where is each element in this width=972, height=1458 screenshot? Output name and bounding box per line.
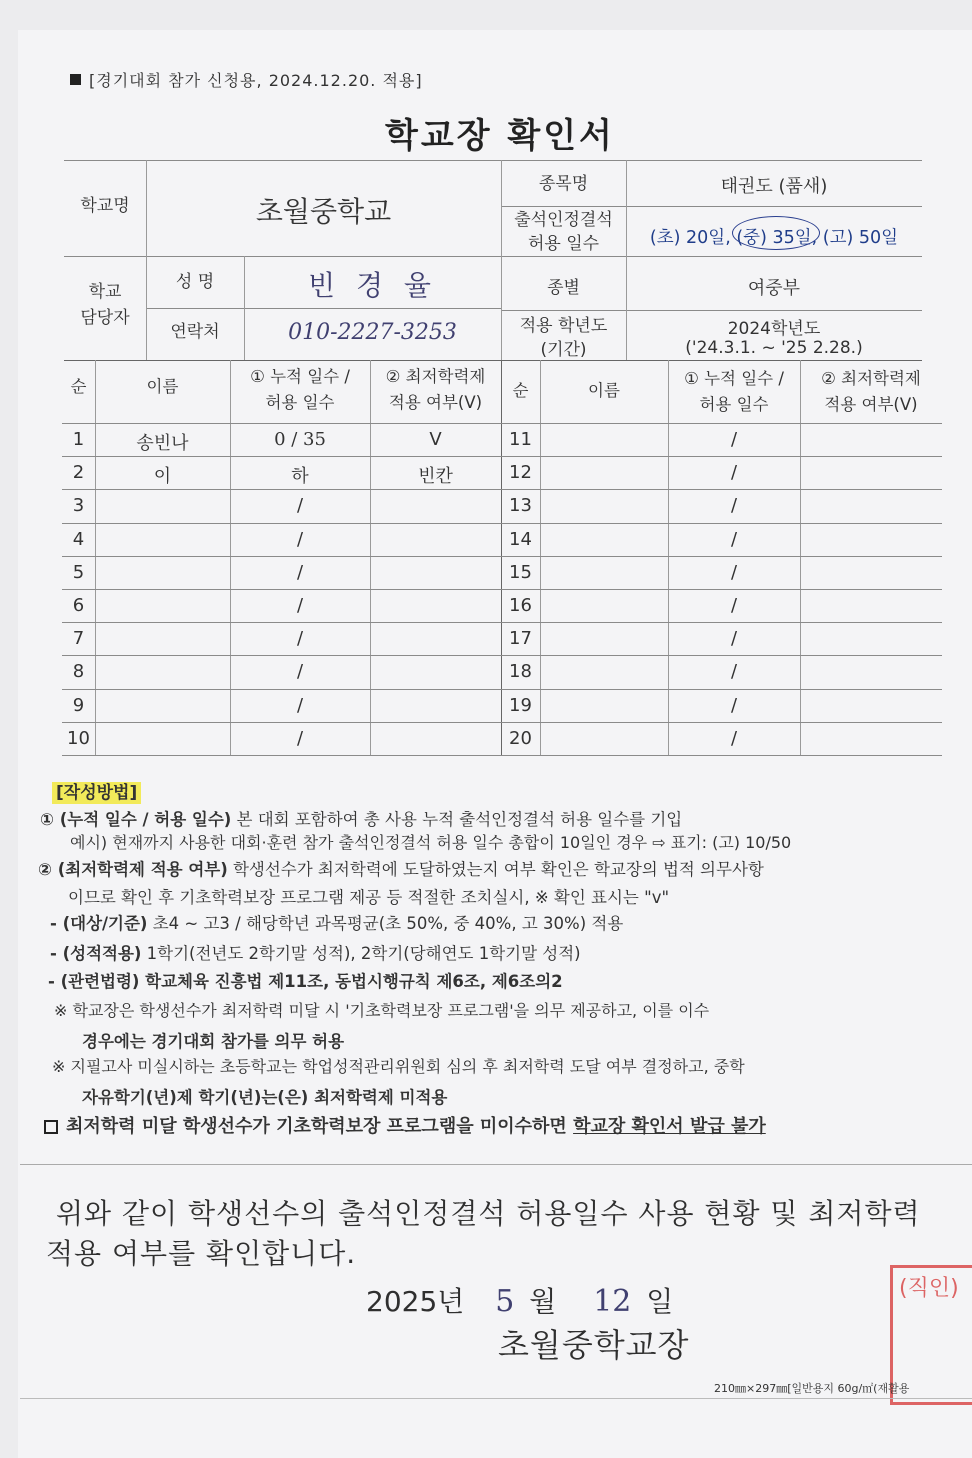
confirmation-statement-2: 적용 여부를 확인합니다.: [46, 1237, 357, 1270]
manager-label-1: 학교: [88, 282, 122, 302]
col-header-days-right-2: 허용 일수: [699, 395, 769, 414]
row-divider: [62, 755, 942, 756]
row-number: 15: [509, 561, 532, 583]
row-divider: [62, 589, 942, 590]
days-used: /: [730, 561, 738, 583]
division-value: 여중부: [747, 278, 801, 299]
days-used: /: [296, 495, 304, 517]
instruction-line-10: ※ 지필고사 미실시하는 초등학교는 학업성적관리위원회 심의 후 최저학력 도달 여부 결정하고, 중학: [52, 1057, 745, 1076]
athlete-roster-table: [62, 360, 942, 755]
days-used: /: [730, 462, 738, 484]
form-usage-note: [경기대회 참가 신청용, 2024.12.20. 적용]: [70, 68, 423, 91]
col-header-check-1: ② 최저학력제: [385, 367, 486, 386]
days-used: /: [296, 595, 304, 616]
instruction-line-1: ① (누적 일수 / 허용 일수) 본 대회 포함하여 총 사용 누적 출석인정결석 허용 일수를 기입: [40, 810, 683, 829]
document-title: 학교장 확인서: [385, 116, 615, 156]
col-header-check-right-1: ② 최저학력제: [821, 369, 921, 388]
instruction-line-11: 자유학기(년)제 학기(년)는(은) 최저학력제 미적용: [82, 1088, 448, 1107]
contact-label: 연락처: [170, 322, 220, 342]
row-divider: [62, 489, 942, 490]
min-academic-check: V: [429, 429, 442, 450]
row-divider: [62, 689, 942, 690]
manager-name-value: 빈 경 율: [308, 269, 437, 302]
col-header-days-1: ① 누적 일수 /: [250, 367, 350, 386]
school-year-value-1: 2024학년도: [727, 319, 821, 339]
row-number: 16: [509, 595, 532, 616]
row-number: 3: [72, 495, 85, 517]
instruction-line-3: ② (최저학력제 적용 여부) 학생선수가 최저학력에 도달하였는지 여부 확인은 학교장의 법적 의무사항: [38, 860, 764, 879]
row-divider: [62, 456, 942, 457]
row-number: 4: [72, 528, 85, 550]
days-used: /: [730, 694, 738, 716]
row-divider: [62, 722, 942, 723]
allowed-days-label-2: 허용 일수: [527, 234, 600, 254]
school-info-table: [64, 160, 922, 360]
instruction-line-2: 예시) 현재까지 사용한 대회·훈련 참가 출석인정결석 허용 일수 총합이 10일인 경우 ⇨ 표기: (고) 10/50: [70, 833, 792, 852]
days-used: 0 / 35: [274, 429, 326, 450]
row-number: 17: [509, 628, 532, 650]
row-divider: [62, 556, 942, 557]
days-used: 하: [291, 466, 309, 488]
row-divider: [62, 523, 942, 524]
col-header-no: 순: [70, 377, 87, 396]
row-number: 1: [72, 429, 85, 450]
days-used: /: [730, 595, 738, 616]
confirmation-statement-1: 위와 같이 학생선수의 출석인정결석 허용일수 사용 현황 및 최저학력: [56, 1197, 921, 1230]
issue-date: 2025년 5 월 12 일: [366, 1284, 674, 1319]
row-number: 5: [72, 561, 85, 583]
row-number: 19: [509, 694, 532, 716]
col-header-name: 이름: [146, 377, 179, 396]
allowed-days-label-1: 출석인정결석: [514, 210, 613, 230]
days-used: /: [296, 528, 304, 550]
days-used: /: [730, 628, 738, 650]
school-name-label: 학교명: [80, 196, 130, 216]
checkbox-icon: [44, 1120, 58, 1134]
days-used: /: [296, 661, 304, 683]
instruction-line-7: - (관련법령) 학교체육 진흥법 제11조, 동법시행규칙 제6조, 제6조의2: [48, 972, 563, 991]
days-used: /: [730, 495, 738, 517]
days-used: /: [296, 628, 304, 650]
instruction-line-9: 경우에는 경기대회 참가를 의무 허용: [82, 1032, 345, 1051]
col-header-days-2: 허용 일수: [265, 393, 335, 412]
row-divider: [62, 655, 942, 656]
min-academic-check: 빈칸: [418, 466, 453, 488]
athlete-name: 이: [153, 466, 172, 488]
instruction-line-6: - (성적적용) 1학기(전년도 2학기말 성적), 2학기(당해연도 1학기말 성적): [50, 944, 581, 963]
contact-value: 010-2227-3253: [288, 320, 457, 345]
instructions-heading: [작성방법]: [52, 778, 141, 803]
division-label: 종별: [547, 278, 580, 298]
col-header-days-right-1: ① 누적 일수 /: [684, 369, 784, 388]
instruction-line-12: 최저학력 미달 학생선수가 기초학력보장 프로그램을 미이수하면 학교장 확인서 발급 불가: [44, 1112, 766, 1138]
instruction-line-8: ※ 학교장은 학생선수가 최저학력 미달 시 '기초학력보장 프로그램'을 의무 제공하고, 이를 이수: [54, 1001, 710, 1020]
square-bullet-icon: [70, 74, 81, 85]
school-year-label-2: (기간): [540, 340, 587, 360]
row-divider: [62, 622, 942, 623]
row-number: 14: [509, 528, 532, 550]
row-number: 18: [509, 661, 532, 683]
paper-spec: 210㎜×297㎜[일반용지 60g/㎡(재활용: [714, 1382, 910, 1395]
col-header-no-right: 순: [512, 381, 529, 400]
col-header-name-right: 이름: [588, 381, 620, 400]
days-used: /: [296, 727, 304, 749]
row-number: 13: [509, 495, 532, 517]
athlete-name: 송빈나: [136, 433, 189, 454]
allowed-days-value: (초) 20일, (중) 35일, (고) 50일: [649, 228, 899, 248]
instruction-line-5: - (대상/기준) 초4 ~ 고3 / 해당학년 과목평균(초 50%, 중 40%, 고 30%) 적용: [50, 914, 624, 933]
school-name-value: 초월중학교: [255, 195, 392, 228]
manager-label-2: 담당자: [80, 308, 130, 328]
row-number: 8: [72, 661, 85, 683]
school-year-value-2: ('24.3.1. ~ '25 2.28.): [685, 338, 863, 358]
middle-school-circle-mark: [732, 216, 820, 250]
principal-signature: 초월중학교장: [498, 1326, 690, 1364]
days-used: /: [730, 727, 738, 749]
instruction-line-4: 이므로 확인 후 기초학력보장 프로그램 제공 등 적절한 조치실시, ※ 확인 표시는 "v": [68, 888, 670, 907]
school-year-label-1: 적용 학년도: [519, 316, 608, 336]
row-number: 12: [509, 462, 532, 484]
row-number: 20: [509, 727, 532, 749]
official-seal: (직인): [890, 1265, 972, 1405]
row-number: 2: [72, 462, 85, 484]
row-number: 6: [72, 595, 85, 616]
days-used: /: [296, 561, 304, 583]
col-header-check-right-2: 적용 여부(V): [824, 395, 918, 414]
event-label: 종목명: [538, 174, 589, 194]
row-number: 9: [72, 694, 85, 716]
row-number: 11: [509, 429, 532, 450]
days-used: /: [730, 528, 738, 550]
row-number: 10: [67, 727, 90, 749]
event-value: 태권도 (품새): [720, 176, 828, 197]
days-used: /: [730, 429, 738, 450]
row-number: 7: [72, 628, 85, 650]
days-used: /: [730, 661, 738, 683]
days-used: /: [296, 694, 304, 716]
manager-name-label: 성 명: [175, 272, 215, 292]
col-header-check-2: 적용 여부(V): [388, 393, 483, 412]
